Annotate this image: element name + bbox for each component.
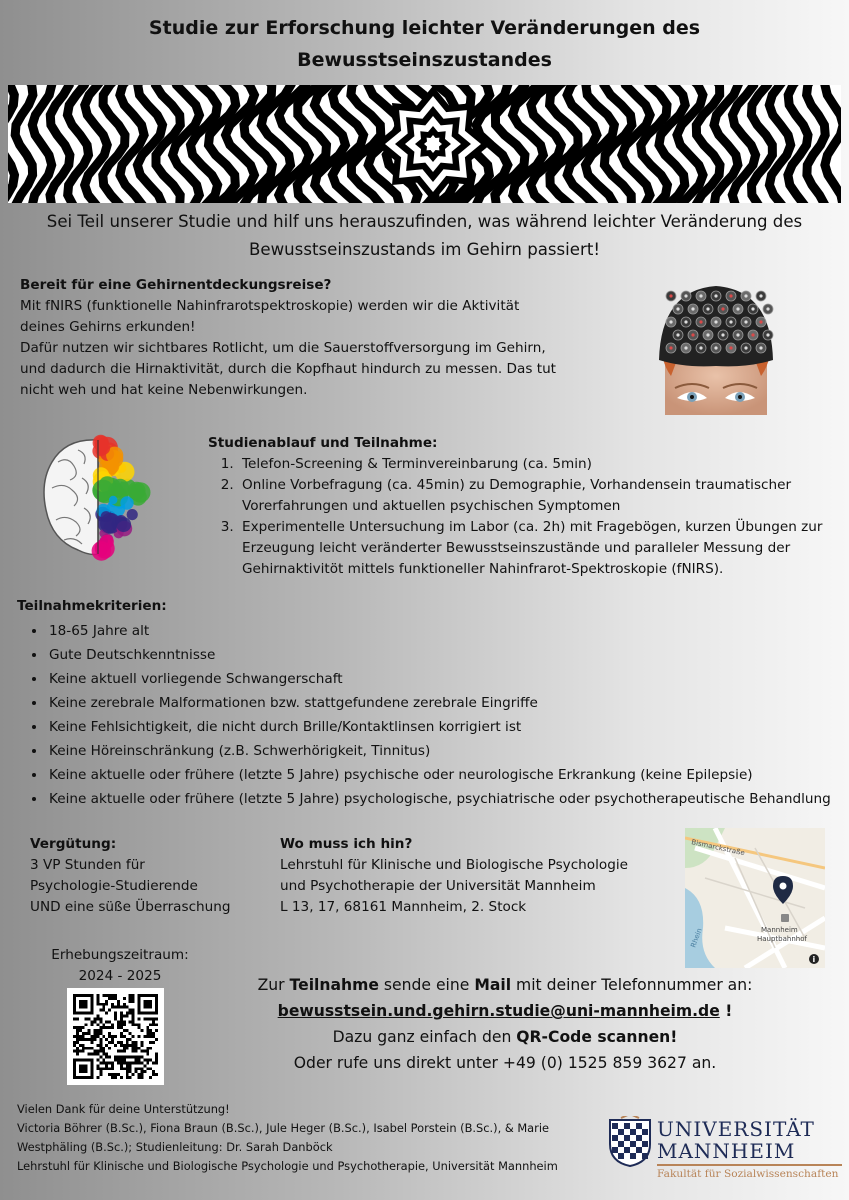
body-line: UND eine süße Überraschung bbox=[30, 899, 231, 915]
location-section bbox=[280, 834, 660, 918]
section-heading: Teilnahmekriterien: bbox=[17, 598, 167, 614]
procedure-list bbox=[208, 454, 838, 580]
address-line: Lehrstuhl für Klinische und Biologische Psychologie bbox=[280, 857, 628, 873]
body-line: und dadurch die Hirnaktivität, durch die Kopfhaut hindurch zu messen. Das tut bbox=[20, 361, 557, 377]
body-line: Mit fNIRS (funktionelle Nahinfrarotspektroskopie) werden wir die Aktivität bbox=[20, 298, 520, 314]
body-line: Psychologie-Studierende bbox=[30, 878, 198, 894]
map-river-label: Rhein bbox=[689, 927, 704, 949]
cta-line-3 bbox=[160, 1024, 849, 1050]
cta-text: Dazu ganz einfach den bbox=[332, 1028, 517, 1046]
brain-discovery-section bbox=[20, 275, 610, 401]
location-map[interactable] bbox=[685, 828, 825, 968]
footer-line: Westphäling (B.Sc.); Studienleitung: Dr. Sarah Danböck bbox=[17, 1140, 333, 1154]
body-line: deines Gehirns erkunden! bbox=[20, 319, 196, 335]
procedure-step: 1. Telefon-Screening & Terminvereinbarung (ca. 5min) bbox=[238, 454, 838, 475]
cta-emphasis-qr: QR-Code scannen! bbox=[516, 1028, 678, 1046]
logo-city-line: MANNHEIM bbox=[657, 1139, 796, 1163]
map-station-label-2: Hauptbahnhof bbox=[757, 935, 807, 943]
phone-line: Oder rufe uns direkt unter +49 (0) 1525 859 3627 an. bbox=[293, 1054, 717, 1072]
cta-text: mit deiner Telefonnummer an: bbox=[511, 976, 753, 994]
page-title bbox=[0, 12, 849, 76]
cta-line-1 bbox=[160, 972, 849, 998]
map-station-label-1: Mannheim bbox=[761, 926, 798, 934]
title-line-1: Studie zur Erforschung leichter Veränderungen des bbox=[148, 17, 701, 39]
body-line: 3 VP Stunden für bbox=[30, 857, 145, 873]
criteria-item: • Keine Fehlsichtigkeit, die nicht durch Brille/Kontaktlinsen korrigiert ist bbox=[47, 715, 837, 739]
contact-call-to-action bbox=[160, 972, 849, 1076]
procedure-step: 3. Experimentelle Untersuchung im Labor (ca. 2h) mit Fragebögen, kurzen Übungen zur Erzeugung leicht veränderter Bewusstseinszustände und paralleler Messung der Gehirnaktivitöt mittels funktioneller Nahinfrarot-Spektroskopie (fNIRS). bbox=[238, 517, 838, 580]
criteria-item: • Keine zerebrale Malformationen bzw. stattgefundene zerebrale Eingriffe bbox=[47, 691, 837, 715]
cta-emphasis-mail: Mail bbox=[474, 976, 512, 994]
map-info-glyph: i bbox=[812, 955, 816, 964]
email-link[interactable]: bewusstsein.und.gehirn.studie@uni-mannheim.de bbox=[277, 1002, 720, 1020]
cta-emphasis-participation: Teilnahme bbox=[289, 976, 379, 994]
criteria-item: • Keine aktuelle oder frühere (letzte 5 Jahre) psychische oder neurologische Erkrankung (keine Epilepsie) bbox=[47, 763, 837, 787]
footer-line: Victoria Böhrer (B.Sc.), Fiona Braun (B.Sc.), Jule Heger (B.Sc.), Isabel Porstein (B.Sc.), & Marie bbox=[17, 1121, 550, 1135]
section-heading: Bereit für eine Gehirnentdeckungsreise? bbox=[20, 277, 332, 293]
qr-code-image bbox=[73, 994, 158, 1079]
logo-faculty: Fakultät für Sozialwissenschaften bbox=[657, 1167, 839, 1180]
footer-credits bbox=[17, 1100, 607, 1176]
criteria-item: • Keine aktuelle oder frühere (letzte 5 Jahre) psychologische, psychiatrische oder psychotherapeutische Behandlung bbox=[47, 787, 837, 811]
op-art-banner bbox=[8, 85, 841, 203]
footer-line: Vielen Dank für deine Unterstützung! bbox=[17, 1102, 230, 1116]
logo-university-line: UNIVERSITÄT bbox=[657, 1117, 815, 1141]
brain-illustration bbox=[38, 432, 156, 567]
body-line: Dafür nutzen wir sichtbares Rotlicht, um die Sauerstoffversorgung im Gehirn, bbox=[20, 340, 546, 356]
criteria-section bbox=[17, 596, 837, 811]
map-street-label: Bismarckstraße bbox=[690, 838, 746, 858]
university-logo bbox=[607, 1114, 847, 1184]
criteria-list bbox=[17, 619, 837, 811]
address-line: L 13, 17, 68161 Mannheim, 2. Stock bbox=[280, 899, 527, 915]
section-heading: Vergütung: bbox=[30, 836, 117, 852]
cta-text: ! bbox=[719, 1002, 733, 1020]
cta-text: sende eine bbox=[378, 976, 475, 994]
intro-line-1: Sei Teil unserer Studie und hilf uns herauszufinden, was während leichter Veränderung des bbox=[46, 212, 803, 231]
cta-line-2 bbox=[160, 998, 849, 1024]
footer-line: Lehrstuhl für Klinische und Biologische Psychologie und Psychotherapie, Universität Mannheim bbox=[17, 1159, 558, 1173]
criteria-item: • 18-65 Jahre alt bbox=[47, 619, 837, 643]
procedure-step: 2. Online Vorbefragung (ca. 45min) zu Demographie, Vorhandensein traumatischer Vorerfahrungen und aktuellen psychischen Symptomen bbox=[238, 475, 838, 517]
op-art-banner-image bbox=[8, 85, 841, 203]
fnirs-cap-photo bbox=[657, 280, 775, 415]
criteria-item: • Keine aktuell vorliegende Schwangerschaft bbox=[47, 667, 837, 691]
survey-period-label: Erhebungszeitraum: bbox=[51, 947, 189, 963]
criteria-item: • Gute Deutschkenntnisse bbox=[47, 643, 837, 667]
intro-text bbox=[0, 208, 849, 264]
qr-code[interactable] bbox=[67, 988, 164, 1085]
criteria-item: • Keine Höreinschränkung (z.B. Schwerhörigkeit, Tinnitus) bbox=[47, 739, 837, 763]
cta-text: Zur bbox=[257, 976, 290, 994]
section-heading: Studienablauf und Teilnahme: bbox=[208, 435, 438, 451]
address-line: und Psychotherapie der Universität Mannheim bbox=[280, 878, 596, 894]
intro-line-2: Bewusstseinszustands im Gehirn passiert! bbox=[249, 240, 600, 259]
title-line-2: Bewusstseinszustandes bbox=[297, 49, 552, 71]
study-procedure-section bbox=[208, 433, 838, 580]
section-heading: Wo muss ich hin? bbox=[280, 836, 413, 852]
university-crest-icon bbox=[607, 1116, 653, 1168]
survey-period-value: 2024 - 2025 bbox=[78, 968, 162, 984]
body-line: nicht weh und hat keine Nebenwirkungen. bbox=[20, 382, 308, 398]
